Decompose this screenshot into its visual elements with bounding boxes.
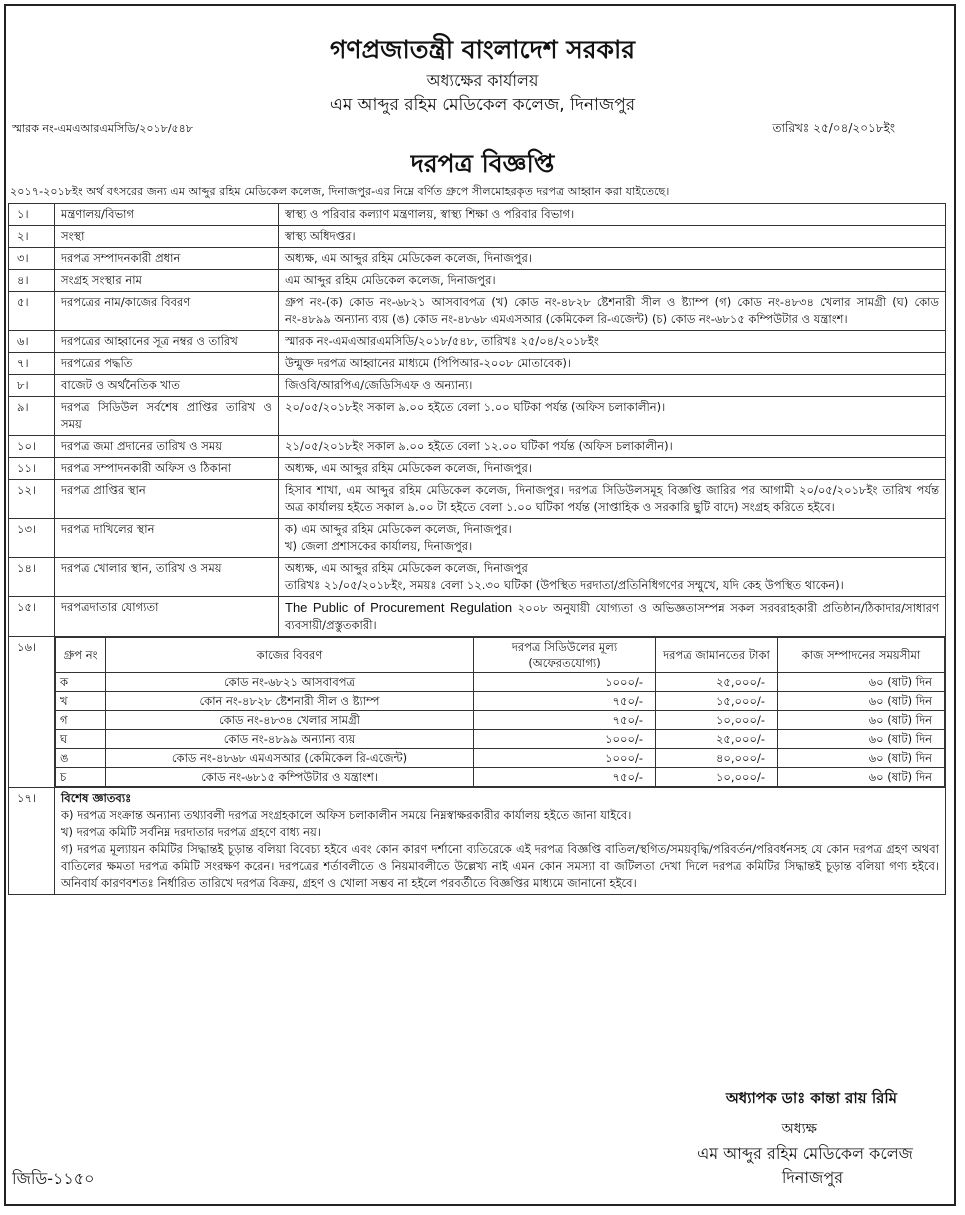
group-price: ১০০০/- xyxy=(474,673,656,692)
row-label: বাজেট ও অর্থনৈতিক খাত xyxy=(55,375,279,397)
group-price: ৭৫০/- xyxy=(474,711,656,730)
row-number: ৫। xyxy=(9,292,55,331)
group-letter: খ xyxy=(56,692,106,711)
group-description: কোড নং-৬৮২১ আসবাবপত্র xyxy=(106,673,474,692)
group-table-cell xyxy=(55,637,946,788)
row-label: দরপত্র জমা প্রদানের তারিখ ও সময় xyxy=(55,436,279,458)
special-notes xyxy=(55,788,946,895)
table-row xyxy=(9,353,946,375)
table-row xyxy=(9,637,946,788)
row-label: দরপত্রের নাম/কাজের বিবরণ xyxy=(55,292,279,331)
row-value xyxy=(279,597,946,637)
notice-date: তারিখঃ ২৫/০৪/২০১৮ইং xyxy=(772,121,895,135)
signatory-institution: এম আব্দুর রহিম মেডিকেল কলেজ xyxy=(697,1144,913,1163)
row-value: জিওবি/আরপিএ/জেডিসিএফ ও অন্যান্য। xyxy=(279,375,946,397)
row-value: এম আব্দুর রহিম মেডিকেল কলেজ, দিনাজপুর। xyxy=(279,270,946,292)
row-number: ১৬। xyxy=(9,637,55,788)
gd-number: জিডি-১১৫০ xyxy=(12,1169,95,1188)
document-title: দরপত্র বিজ্ঞপ্তি xyxy=(410,149,555,178)
row-label: দরপত্র প্রাপ্তির স্থান xyxy=(55,480,279,519)
row-number: ২। xyxy=(9,226,55,248)
row-value: ২০/০৫/২০১৮ইং সকাল ৯.০০ হইতে বেলা ১.০০ ঘটিকা পর্যন্ত (অফিস চলাকালীন)। xyxy=(279,397,946,436)
group-description: কোড নং-৪৮৩৪ খেলার সামগ্রী xyxy=(106,711,474,730)
row-number: ১। xyxy=(9,204,55,226)
group-description: কোড নং-৪৮৯৯ অন্যান্য ব্যয় xyxy=(106,730,474,749)
row-number: ৯। xyxy=(9,397,55,436)
row-value: ২১/০৫/২০১৮ইং সকাল ৯.০০ হইতে বেলা ১২.০০ ঘটিকা পর্যন্ত (অফিস চলাকালীন)। xyxy=(279,436,946,458)
opening-place: অধ্যক্ষ, এম আব্দুর রহিম মেডিকেল কলেজ, দিনাজপুর xyxy=(285,561,528,575)
group-duration: ৬০ (ষাট) দিন xyxy=(778,768,945,787)
row-number: ৪। xyxy=(9,270,55,292)
group-description: কোড নং-৪৮৬৮ এমএসআর (কেমিকেল রি-এজেন্ট) xyxy=(106,749,474,768)
group-security: ১০,০০০/- xyxy=(656,711,778,730)
group-security: ২৫,০০০/- xyxy=(656,673,778,692)
row-value: স্বাস্থ্য অধিদপ্তর। xyxy=(279,226,946,248)
notes-heading: বিশেষ জ্ঞাতব্যঃ xyxy=(61,791,132,805)
row-label: দরপত্রের আহ্বানের সূত্র নম্বর ও তারিখ xyxy=(55,331,279,353)
group-row xyxy=(56,730,945,749)
row-value: উন্মুক্ত দরপত্র আহ্বানের মাধ্যমে (পিপিআর-২০০৮ মোতাবেক)। xyxy=(279,353,946,375)
government-title: গণপ্রজাতন্ত্রী বাংলাদেশ সরকার xyxy=(330,35,635,64)
row-number: ৬। xyxy=(9,331,55,353)
row-number: ৩। xyxy=(9,248,55,270)
group-security: ২৫,০০০/- xyxy=(656,730,778,749)
note-item: খ) দরপত্র কমিটি সর্বনিম্ন দরদাতার দরপত্র গ্রহণে বাধ্য নয়। xyxy=(61,825,321,839)
table-row xyxy=(9,331,946,353)
group-security: ১০,০০০/- xyxy=(656,768,778,787)
group-letter: ঘ xyxy=(56,730,106,749)
row-number: ১৩। xyxy=(9,519,55,558)
row-number: ১০। xyxy=(9,436,55,458)
group-price: ১০০০/- xyxy=(474,749,656,768)
table-row xyxy=(9,375,946,397)
row-label: দরপত্র দাখিলের স্থান xyxy=(55,519,279,558)
group-letter: ক xyxy=(56,673,106,692)
row-value xyxy=(279,519,946,558)
table-row xyxy=(9,558,946,597)
table-row xyxy=(9,597,946,637)
row-number: ৮। xyxy=(9,375,55,397)
group-table-header xyxy=(56,638,945,673)
header-group: গ্রুপ নং xyxy=(56,638,106,673)
table-row xyxy=(9,519,946,558)
intro-text: ২০১৭-২০১৮ইং অর্থ বৎসরের জন্য এম আব্দুর রহিম মেডিকেল কলেজ, দিনাজপুর-এর নিম্নে বর্ণিত গ্রুপে সীলমোহরকৃত দরপত্র আহ্বান করা যাইতেছে। xyxy=(10,185,670,198)
table-row xyxy=(9,292,946,331)
group-duration: ৬০ (ষাট) দিন xyxy=(778,711,945,730)
table-row xyxy=(9,458,946,480)
row-value: হিসাব শাখা, এম আব্দুর রহিম মেডিকেল কলেজ, দিনাজপুর। দরপত্র সিডিউলসমূহ বিজ্ঞপ্তি জারির পর আগামী ২০/০৫/২০১৮ইং তারিখ পর্যন্ত অত্র কার্যালয় হইতে সকাল ৯.০০ টা হইতে বেলা ১.০০ ঘটিকা পর্যন্ত (সাপ্তাহিক ও সরকারি ছুটি বাদে) সংগ্রহ করিতে হইবে। xyxy=(279,480,946,519)
table-row xyxy=(9,397,946,436)
row-label: দরপত্র সম্পাদনকারী প্রধান xyxy=(55,248,279,270)
group-description: কোড নং-৬৮১৫ কম্পিউটার ও যন্ত্রাংশ। xyxy=(106,768,474,787)
submission-place-1: ক) এম আব্দুর রহিম মেডিকেল কলেজ, দিনাজপুর। xyxy=(285,522,512,536)
group-letter: গ xyxy=(56,711,106,730)
row-value: গ্রুপ নং-(ক) কোড নং-৬৮২১ আসবাবপত্র (খ) কোড নং-৪৮২৮ ষ্টেশনারী সীল ও ষ্ট্যাম্প (গ) কোড নং-৪৮৩৪ খেলার সামগ্রী (ঘ) কোড নং-৪৮৯৯ অন্যান্য ব্যয় (ঙ) কোড নং-৪৮৬৮ এমএসআর (কেমিকেল রি-এজেন্ট) (চ) কোড নং-৬৮১৫ কম্পিউটার ও যন্ত্রাংশ। xyxy=(279,292,946,331)
row-label: দরপত্রদাতার যোগ্যতা xyxy=(55,597,279,637)
row-label: দরপত্র সিডিউল সর্বশেষ প্রাপ্তির তারিখ ও সময় xyxy=(55,397,279,436)
table-row xyxy=(9,270,946,292)
row-value: অধ্যক্ষ, এম আব্দুর রহিম মেডিকেল কলেজ, দিনাজপুর। xyxy=(279,248,946,270)
row-label: মন্ত্রণালয়/বিভাগ xyxy=(55,204,279,226)
row-label: দরপত্র খোলার স্থান, তারিখ ও সময় xyxy=(55,558,279,597)
group-duration: ৬০ (ষাট) দিন xyxy=(778,692,945,711)
group-row xyxy=(56,692,945,711)
group-row xyxy=(56,711,945,730)
row-number: ১৫। xyxy=(9,597,55,637)
group-table xyxy=(55,637,945,787)
group-description: কোন নং-৪৮২৮ ষ্টেশনারী সীল ও ষ্ট্যাম্প xyxy=(106,692,474,711)
table-row xyxy=(9,480,946,519)
group-row xyxy=(56,749,945,768)
group-row xyxy=(56,673,945,692)
group-letter: চ xyxy=(56,768,106,787)
row-label: সংগ্রহ সংস্থার নাম xyxy=(55,270,279,292)
row-label: দরপত্র সম্পাদনকারী অফিস ও ঠিকানা xyxy=(55,458,279,480)
signatory-title: অধ্যক্ষ xyxy=(781,1121,817,1137)
submission-place-2: খ) জেলা প্রশাসকের কার্যালয়, দিনাজপুর। xyxy=(285,539,473,553)
row-number: ১২। xyxy=(9,480,55,519)
row-number: ১১। xyxy=(9,458,55,480)
table-row xyxy=(9,226,946,248)
institution-name: এম আব্দুর রহিম মেডিকেল কলেজ, দিনাজপুর xyxy=(329,95,636,115)
table-row xyxy=(9,788,946,895)
header-schedule-price: দরপত্র সিডিউলের মূল্য (অফেরতযোগ্য) xyxy=(474,638,656,673)
signatory-city: দিনাজপুর xyxy=(781,1168,843,1187)
office-name: অধ্যক্ষের কার্যালয় xyxy=(426,71,539,90)
regulation-name: The Public of Procurement Regulation xyxy=(285,600,513,615)
group-price: ৭৫০/- xyxy=(474,692,656,711)
row-label: সংস্থা xyxy=(55,226,279,248)
note-item: ক) দরপত্র সংক্রান্ত অন্যান্য তথ্যাবলী দরপত্র সংগ্রহকালে অফিস চলাকালীন সময়ে নিম্নস্বাক্ষরকারীর কার্যালয় হইতে জানা যাইবে। xyxy=(61,808,632,822)
group-duration: ৬০ (ষাট) দিন xyxy=(778,730,945,749)
table-row xyxy=(9,204,946,226)
row-number: ১৪। xyxy=(9,558,55,597)
header-description: কাজের বিবরণ xyxy=(106,638,474,673)
memo-number: স্মারক নং-এমএআরএমসিডি/২০১৮/৫৪৮ xyxy=(12,122,193,135)
table-row xyxy=(9,248,946,270)
row-number: ১৭। xyxy=(9,788,55,895)
eligibility-text: ২০০৮ অনুযায়ী যোগ্যতা ও অভিজ্ঞতাসম্পন্ন সকল সরবরাহকারী প্রতিষ্ঠান/ঠিকাদার/সাধারণ ব্যবসায়ী/প্রস্তুতকারী। xyxy=(285,601,939,632)
note-item: গ) দরপত্র মূল্যায়ন কমিটির সিদ্ধান্তই চূড়ান্ত বলিয়া বিবেচ্য হইবে এবং কোন কারণ দর্শানো ব্যতিরেকে এই দরপত্র বিজ্ঞপ্তি বাতিল/স্থগিত/সময়বৃদ্ধি/পরিবর্তন/পরিবর্ধনসহ যে কোন দরপত্র গ্রহণ অথবা বাতিলের ক্ষমতা দরপত্র কমিটি সংরক্ষণ করেন। দরপত্রের শর্তাবলীতে ও নিয়মাবলীতে উল্লেখ্য নাই এমন কোন সমস্যা বা জটিলতা দেখা দিলে দরপত্র কমিটির সিদ্ধান্তই চূড়ান্ত বলিয়া গণ্য হইবে। অনিবার্য কারণবশতঃ নির্ধারিত তারিখে দরপত্র বিক্রয়, গ্রহণ ও খোলা সম্ভব না হইলে পরবর্তীতে বিজ্ঞপ্তির মাধ্যমে জানানো হইবে। xyxy=(61,842,939,890)
group-security: ৪০,০০০/- xyxy=(656,749,778,768)
row-label: দরপত্রের পদ্ধতি xyxy=(55,353,279,375)
header-security: দরপত্র জামানতের টাকা xyxy=(656,638,778,673)
group-letter: ঙ xyxy=(56,749,106,768)
tender-details-table xyxy=(8,203,946,895)
group-price: ১০০০/- xyxy=(474,730,656,749)
row-value: স্মারক নং-এমএআরএমসিডি/২০১৮/৫৪৮, তারিখঃ ২৫/০৪/২০১৮ইং xyxy=(279,331,946,353)
opening-time: তারিখঃ ২১/০৫/২০১৮ইং, সময়ঃ বেলা ১২.৩০ ঘটিকা (উপস্থিত দরদাতা/প্রতিনিধিগণের সম্মুখে, যদি কেহ উপস্থিত থাকেন)। xyxy=(285,578,844,592)
row-value xyxy=(279,558,946,597)
row-number: ৭। xyxy=(9,353,55,375)
group-security: ১৫,০০০/- xyxy=(656,692,778,711)
group-duration: ৬০ (ষাট) দিন xyxy=(778,673,945,692)
group-duration: ৬০ (ষাট) দিন xyxy=(778,749,945,768)
row-value: অধ্যক্ষ, এম আব্দুর রহিম মেডিকেল কলেজ, দিনাজপুর। xyxy=(279,458,946,480)
table-row xyxy=(9,436,946,458)
row-value: স্বাস্থ্য ও পরিবার কল্যাণ মন্ত্রণালয়, স্বাস্থ্য শিক্ষা ও পরিবার বিভাগ। xyxy=(279,204,946,226)
group-row xyxy=(56,768,945,787)
signatory-name: অধ্যাপক ডাঃ কান্তা রায় রিমি xyxy=(725,1089,897,1107)
header-duration: কাজ সম্পাদনের সময়সীমা xyxy=(778,638,945,673)
group-price: ৭৫০/- xyxy=(474,768,656,787)
